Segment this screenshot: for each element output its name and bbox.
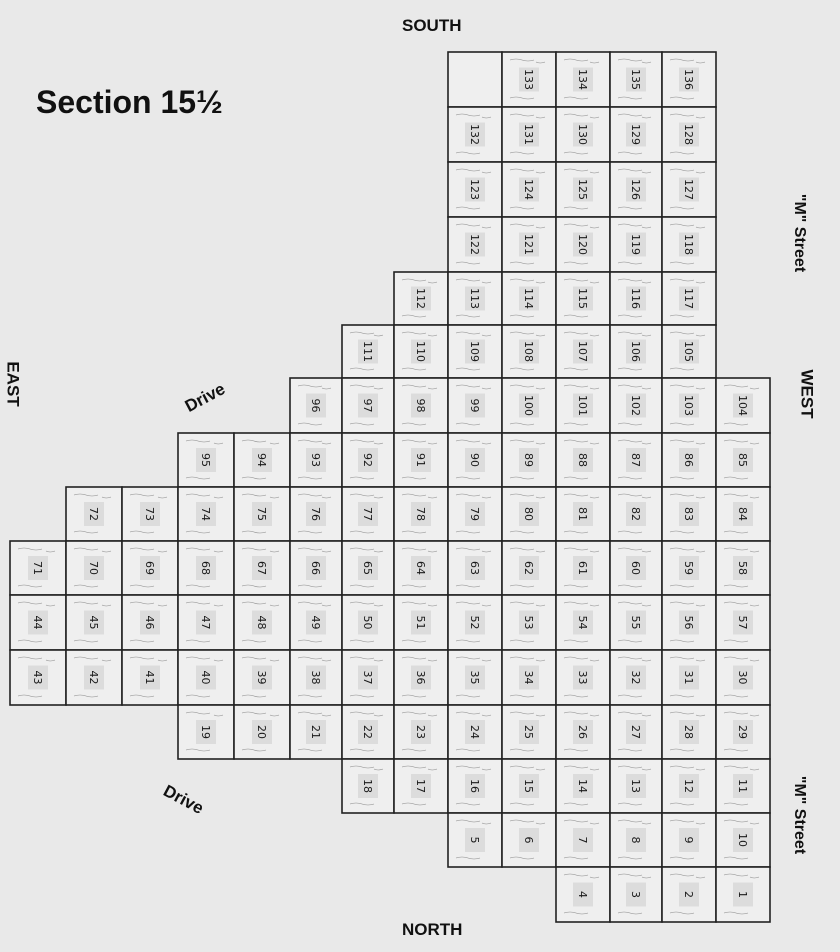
plot-number: 24 [468,725,481,739]
plot-number: 16 [468,779,481,793]
plot-number: 68 [199,561,212,575]
plot-number: 71 [31,561,44,575]
plot-number: 49 [309,615,322,630]
plot-cell [716,759,770,813]
plot-cell [556,272,610,325]
plot-cell [556,162,610,217]
plot-cell [556,52,610,107]
plot-cell [610,541,662,595]
plot-number: 133 [522,69,535,90]
plot-cell [610,217,662,272]
plot-number: 87 [629,453,642,467]
plot-number: 50 [361,615,374,630]
plot-number: 131 [522,124,535,145]
plot-number: 124 [522,179,535,200]
plot-cell [610,595,662,650]
plot-number: 26 [576,725,589,739]
plot-number: 4 [576,891,589,898]
map-title: Section 15½ [36,84,223,120]
plot-cell [290,378,342,433]
plot-cell [610,867,662,922]
plot-cell [448,487,502,541]
plot-number: 2 [682,891,695,898]
plot-cell [178,433,234,487]
plot-cell [290,650,342,705]
plot-cell [342,378,394,433]
plot-cell [502,595,556,650]
plot-number: 123 [468,179,481,200]
plot-cell [342,541,394,595]
plot-cell [502,433,556,487]
plot-cell [610,325,662,378]
plot-cell [234,705,290,759]
plot-number: 132 [468,124,481,145]
plot-number: 99 [468,398,481,413]
plot-cell [716,705,770,759]
plot-number: 95 [199,453,212,467]
plot-number: 116 [629,288,642,309]
plot-number: 31 [682,670,695,685]
plot-cell [556,433,610,487]
plot-cell [610,487,662,541]
plot-cell [394,325,448,378]
plot-cell [66,541,122,595]
plot-cell [448,705,502,759]
plot-cell [342,705,394,759]
plot-number: 128 [682,124,695,145]
plot-cell [716,378,770,433]
plot-cell [234,595,290,650]
plot-number: 9 [682,836,695,844]
plot-cell [394,272,448,325]
plot-cell [394,759,448,813]
plot-cell [234,650,290,705]
plot-number: 82 [629,507,642,521]
plot-cell [342,487,394,541]
plot-cell [556,759,610,813]
plot-number: 109 [468,341,481,362]
plot-number: 51 [414,615,427,630]
plot-number: 118 [682,234,695,255]
plot-number: 54 [576,615,589,630]
plot-number: 78 [414,507,427,521]
plot-number: 21 [309,725,322,739]
plot-number: 55 [629,615,642,630]
plot-cell [610,705,662,759]
plot-cell [556,217,610,272]
plot-cell [342,650,394,705]
drive-label-lower: Drive [160,781,207,818]
plot-cell [178,541,234,595]
plot-cell [556,705,610,759]
plot-cell [610,759,662,813]
plot-cell [342,759,394,813]
plot-number: 105 [682,341,695,362]
plot-cell [502,107,556,162]
plot-cell [66,650,122,705]
plot-number: 42 [87,670,100,685]
plot-number: 114 [522,288,535,309]
plot-number: 100 [522,395,535,416]
plot-number: 108 [522,341,535,362]
plot-number: 29 [736,725,749,739]
plot-number: 17 [414,779,427,793]
compass-south-label: SOUTH [402,16,462,35]
plot-number: 83 [682,507,695,521]
plot-cell [662,325,716,378]
plot-number: 75 [255,507,268,521]
plot-cell [342,325,394,378]
plot-number: 88 [576,453,589,467]
plot-cell [448,378,502,433]
plot-cell [716,487,770,541]
plot-number: 15 [522,779,535,793]
plot-number: 45 [87,615,100,630]
plot-cell [556,595,610,650]
plot-number: 7 [576,836,589,844]
plot-cell [662,813,716,867]
plot-cell [610,650,662,705]
plot-number: 129 [629,124,642,145]
plot-number: 18 [361,779,374,793]
plot-cell [394,433,448,487]
plot-cell [342,595,394,650]
plot-number: 27 [629,725,642,739]
plot-number: 64 [414,561,427,575]
plot-cell [502,217,556,272]
plot-number: 36 [414,670,427,685]
plot-cell [448,272,502,325]
plot-number: 20 [255,725,268,739]
plot-cell [502,162,556,217]
plot-number: 65 [361,561,374,575]
plot-number: 97 [361,398,374,413]
plot-cell [178,650,234,705]
plot-cell [448,541,502,595]
compass-west-label: WEST [797,369,817,419]
plot-cell [290,705,342,759]
plot-cell [662,217,716,272]
plot-cell [394,541,448,595]
plot-cell [394,705,448,759]
plot-cell [502,650,556,705]
plot-cell [556,541,610,595]
plot-number: 25 [522,725,535,739]
plot-cell [234,541,290,595]
compass-east-label: EAST [3,361,23,407]
plot-number: 104 [736,395,749,416]
plot-number: 73 [143,507,156,521]
plot-number: 37 [361,670,374,685]
plot-cell [448,107,502,162]
plot-number: 34 [522,670,535,685]
plot-number: 98 [414,398,427,413]
plot-cell [448,325,502,378]
plot-cell [502,52,556,107]
plot-cell [556,867,610,922]
plot-cell [662,867,716,922]
plot-cell [448,52,502,107]
plot-number: 92 [361,453,374,467]
plot-cell [10,541,66,595]
plot-cell [394,650,448,705]
plot-number: 58 [736,561,749,575]
plot-number: 101 [576,395,589,416]
plot-number: 44 [31,615,44,630]
plot-cell [234,487,290,541]
plot-cell [394,378,448,433]
plot-cell [662,162,716,217]
plot-cell [448,217,502,272]
plot-cell [178,595,234,650]
plot-number: 81 [576,507,589,521]
plot-number: 126 [629,179,642,200]
plot-cell [556,325,610,378]
plot-cell [66,595,122,650]
plot-number: 89 [522,453,535,467]
plot-cell [502,378,556,433]
plot-cell [448,759,502,813]
plot-number: 35 [468,670,481,685]
plot-cell [716,813,770,867]
plot-cell [122,541,178,595]
plot-cell [394,595,448,650]
plot-cell [610,52,662,107]
plot-number: 47 [199,615,212,630]
plot-cell [610,272,662,325]
plot-number: 59 [682,561,695,575]
plot-cell [66,487,122,541]
plot-cell [502,705,556,759]
plot-number: 119 [629,234,642,255]
plot-number: 106 [629,341,642,362]
plot-number: 121 [522,234,535,255]
plot-number: 125 [576,179,589,200]
plot-cell [662,433,716,487]
plot-number: 110 [414,341,427,362]
plot-number: 74 [199,507,212,521]
plot-number: 67 [255,561,268,575]
plot-cell [290,595,342,650]
plot-number: 41 [143,670,156,685]
plot-cell [502,272,556,325]
plot-cell [122,487,178,541]
plot-number: 91 [414,453,427,467]
plot-number: 8 [629,836,642,844]
plot-number: 5 [468,836,481,844]
plot-number: 28 [682,725,695,739]
plot-cell [502,487,556,541]
plot-number: 115 [576,288,589,309]
plot-number: 22 [361,725,374,739]
plot-cell [122,595,178,650]
drive-label-upper: Drive [181,379,229,416]
plot-cell [448,162,502,217]
plot-number: 134 [576,69,589,90]
plot-cell [556,650,610,705]
plot-cell [502,325,556,378]
plot-cell [716,541,770,595]
plot-number: 79 [468,507,481,521]
plot-cell [662,541,716,595]
plot-cell [662,272,716,325]
plot-cell [290,487,342,541]
plot-cell [556,813,610,867]
plot-cell [502,813,556,867]
plot-number: 3 [629,891,642,898]
plot-cell [610,378,662,433]
plot-cell [662,378,716,433]
plot-number: 62 [522,561,535,575]
plot-number: 10 [736,833,749,847]
plot-cell [10,595,66,650]
plot-cell [610,107,662,162]
plot-number: 33 [576,670,589,685]
plot-number: 90 [468,453,481,467]
plot-cell [662,759,716,813]
plot-number: 63 [468,561,481,575]
plot-cell [662,107,716,162]
plot-number: 30 [736,670,749,685]
plot-number: 86 [682,453,695,467]
plot-number: 57 [736,615,749,630]
plot-cell [394,487,448,541]
plot-number: 11 [736,779,749,793]
plot-number: 85 [736,453,749,467]
plot-number: 38 [309,670,322,685]
plot-cell [662,487,716,541]
plot-cell [290,433,342,487]
plot-cell [610,433,662,487]
plot-cell [448,650,502,705]
plot-number: 66 [309,561,322,575]
plot-number: 94 [255,453,268,467]
plot-number: 14 [576,779,589,793]
plot-number: 19 [199,725,212,739]
plot-number: 130 [576,124,589,145]
plot-cell [502,759,556,813]
m-street-label-upper: "M" Street [791,193,809,273]
plot-cell [448,433,502,487]
plot-cell [716,595,770,650]
plot-cell [556,107,610,162]
plot-number: 135 [629,69,642,90]
plot-number: 136 [682,69,695,90]
plot-number: 103 [682,395,695,416]
plot-number: 96 [309,398,322,413]
plot-number: 69 [143,561,156,575]
plot-number: 56 [682,615,695,630]
plot-cell [662,650,716,705]
plot-cell [178,487,234,541]
plot-number: 43 [31,670,44,685]
plot-number: 1 [736,891,749,898]
plot-cell [178,705,234,759]
plot-number: 40 [199,670,212,685]
plot-number: 23 [414,725,427,739]
plot-cell [716,867,770,922]
plot-cell [556,378,610,433]
plot-number: 46 [143,615,156,630]
plot-box [448,52,502,107]
plot-cell [10,650,66,705]
plot-cell [556,487,610,541]
plot-number: 111 [361,341,374,362]
plot-number: 60 [629,561,642,575]
plot-number: 48 [255,615,268,630]
plot-number: 72 [87,507,100,521]
plot-number: 13 [629,779,642,793]
plot-number: 52 [468,615,481,630]
plot-cell [342,433,394,487]
plot-number: 122 [468,234,481,255]
plot-number: 112 [414,288,427,309]
plot-cell [448,813,502,867]
plot-cell [662,595,716,650]
plot-number: 32 [629,670,642,685]
plot-number: 80 [522,507,535,521]
plot-number: 61 [576,561,589,575]
plot-cell [502,541,556,595]
plot-cell [610,162,662,217]
plot-number: 70 [87,561,100,575]
plot-cell [122,650,178,705]
m-street-label-lower: "M" Street [791,775,809,855]
plot-number: 39 [255,670,268,685]
plot-cell [610,813,662,867]
plot-number: 113 [468,288,481,309]
plot-cell [290,541,342,595]
plot-number: 77 [361,507,374,521]
plot-number: 107 [576,341,589,362]
plot-number: 6 [522,836,535,844]
plot-cell [448,595,502,650]
compass-north-label: NORTH [402,920,463,939]
plot-cell [662,52,716,107]
plot-number: 76 [309,507,322,521]
plot-number: 12 [682,779,695,793]
plot-cell [716,433,770,487]
plot-cell [662,705,716,759]
plot-number: 84 [736,507,749,521]
plot-number: 117 [682,288,695,309]
plot-number: 93 [309,453,322,467]
plot-number: 127 [682,179,695,200]
plot-number: 53 [522,615,535,630]
plot-cell [234,433,290,487]
plot-cell [716,650,770,705]
plot-number: 120 [576,234,589,255]
plot-number: 102 [629,395,642,416]
